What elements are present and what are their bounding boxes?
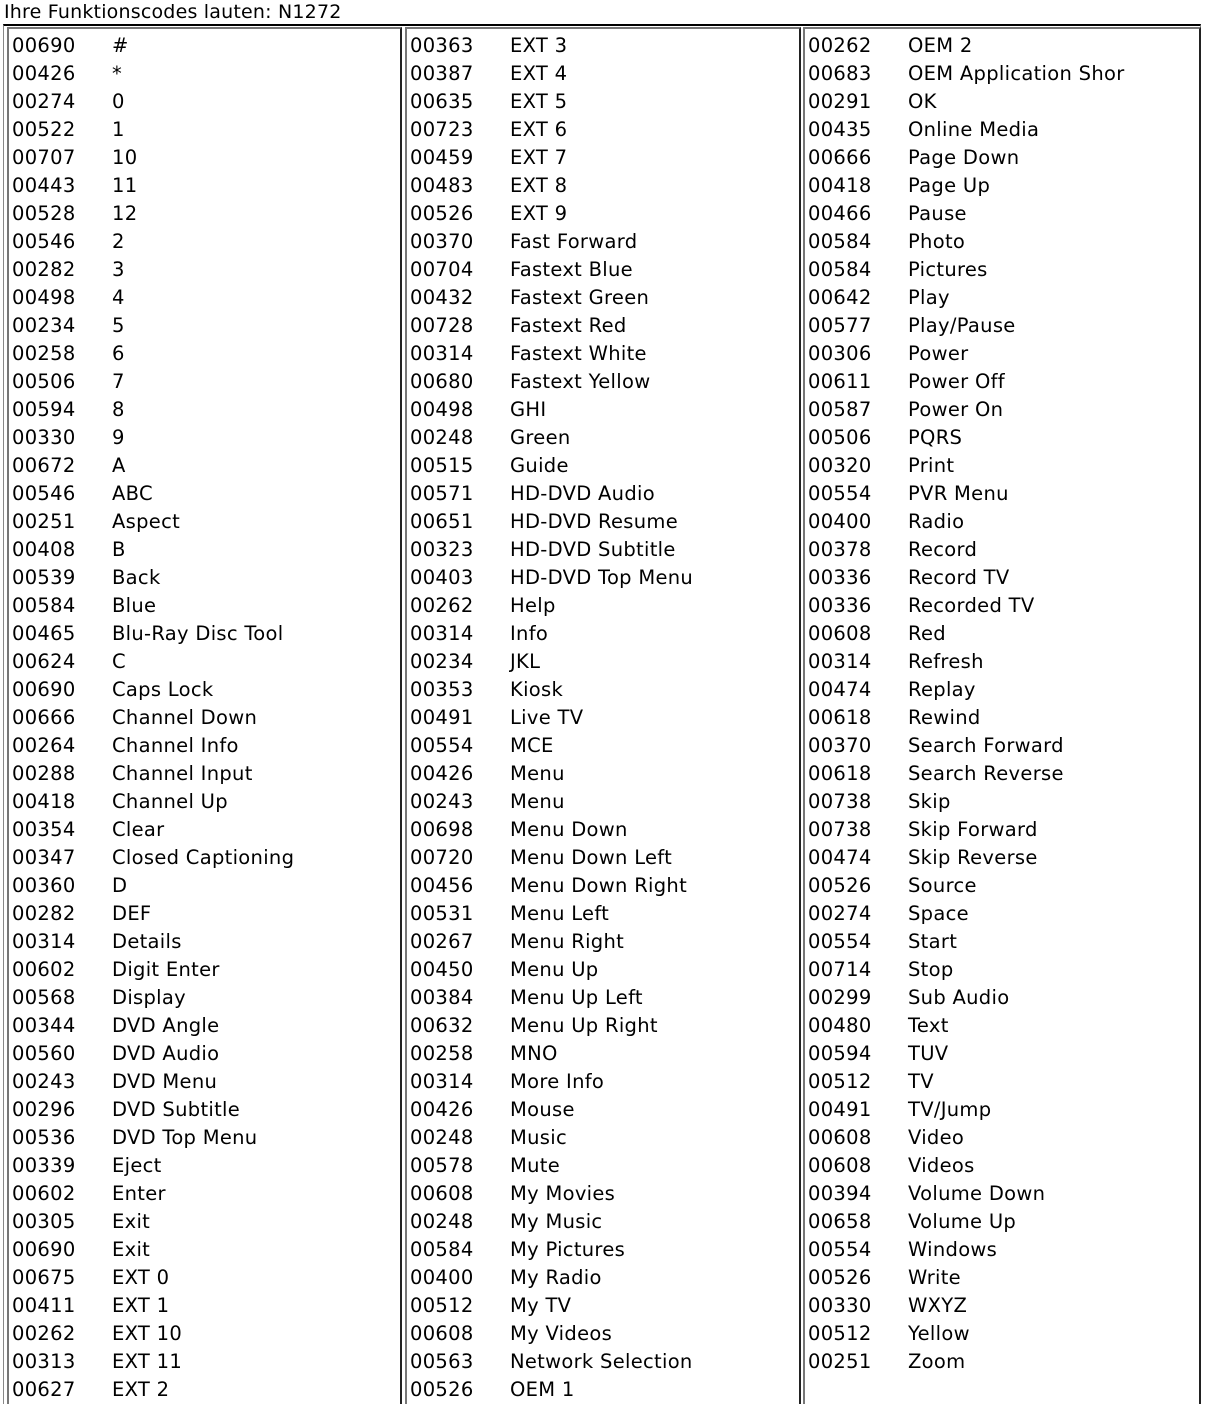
function-code: 00522 (12, 118, 76, 141)
function-code: 00411 (12, 1294, 76, 1317)
function-name: Menu Down Left (510, 846, 673, 869)
function-name: 9 (112, 426, 125, 449)
function-code: 00714 (808, 958, 872, 981)
function-name: Rewind (908, 706, 981, 729)
function-code: 00506 (808, 426, 872, 449)
function-code: 00563 (410, 1350, 474, 1373)
function-name: 4 (112, 286, 125, 309)
function-code: 00560 (12, 1042, 76, 1065)
function-name: PQRS (908, 426, 963, 449)
function-name: Skip Forward (908, 818, 1038, 841)
function-name: Record (908, 538, 978, 561)
function-code: 00635 (410, 90, 474, 113)
function-code: 00587 (808, 398, 872, 421)
function-code: 00258 (12, 342, 76, 365)
function-name: A (112, 454, 126, 477)
function-name: 11 (112, 174, 138, 197)
function-name: 2 (112, 230, 125, 253)
function-name: Channel Down (112, 706, 258, 729)
function-code: 00491 (410, 706, 474, 729)
function-name: Fastext White (510, 342, 647, 365)
function-code: 00370 (808, 734, 872, 757)
function-code: 00323 (410, 538, 474, 561)
function-code: 00426 (410, 1098, 474, 1121)
function-name: OEM 1 (510, 1378, 575, 1401)
function-code: 00344 (12, 1014, 76, 1037)
function-name: Menu Down (510, 818, 628, 841)
function-name: Power (908, 342, 969, 365)
function-name: My Radio (510, 1266, 602, 1289)
function-code: 00690 (12, 34, 76, 57)
function-name: TV (908, 1070, 934, 1093)
function-code: 00698 (410, 818, 474, 841)
function-name: Menu (510, 762, 565, 785)
function-name: Channel Up (112, 790, 228, 813)
function-name: OEM Application Shor (908, 62, 1125, 85)
function-code: 00384 (410, 986, 474, 1009)
function-code: 00234 (410, 650, 474, 673)
function-code: 00536 (12, 1126, 76, 1149)
function-code: 00262 (410, 594, 474, 617)
function-code: 00707 (12, 146, 76, 169)
function-code: 00539 (12, 566, 76, 589)
function-name: MNO (510, 1042, 558, 1065)
function-code: 00554 (808, 482, 872, 505)
function-code: 00288 (12, 762, 76, 785)
function-code: 00313 (12, 1350, 76, 1373)
function-code: 00571 (410, 482, 474, 505)
function-code: 00577 (808, 314, 872, 337)
function-code: 00248 (410, 1210, 474, 1233)
function-name: Play/Pause (908, 314, 1016, 337)
function-name: Channel Info (112, 734, 239, 757)
function-name: Recorded TV (908, 594, 1035, 617)
function-code: 00554 (808, 930, 872, 953)
function-name: 10 (112, 146, 138, 169)
function-code: 00418 (808, 174, 872, 197)
function-name: 12 (112, 202, 138, 225)
function-code: 00291 (808, 90, 872, 113)
function-name: Help (510, 594, 556, 617)
function-name: Channel Input (112, 762, 253, 785)
function-code: 00554 (410, 734, 474, 757)
function-code: 00258 (410, 1042, 474, 1065)
function-name: OEM 2 (908, 34, 973, 57)
function-code: 00512 (410, 1294, 474, 1317)
function-name: DVD Menu (112, 1070, 218, 1093)
function-name: Blu-Ray Disc Tool (112, 622, 284, 645)
function-name: Caps Lock (112, 678, 214, 701)
function-name: TV/Jump (908, 1098, 992, 1121)
function-code: 00618 (808, 762, 872, 785)
function-name: EXT 3 (510, 34, 568, 57)
function-name: C (112, 650, 126, 673)
function-name: B (112, 538, 126, 561)
function-code: 00264 (12, 734, 76, 757)
function-name: # (112, 34, 129, 57)
function-name: My Videos (510, 1322, 613, 1345)
function-code: 00251 (12, 510, 76, 533)
function-code: 00282 (12, 258, 76, 281)
function-code: 00531 (410, 902, 474, 925)
function-name: Zoom (908, 1350, 966, 1373)
function-name: Play (908, 286, 950, 309)
function-name: EXT 6 (510, 118, 568, 141)
function-name: Video (908, 1126, 965, 1149)
code-column-1 (7, 27, 402, 1404)
function-code: 00624 (12, 650, 76, 673)
function-name: Menu Left (510, 902, 610, 925)
function-code: 00675 (12, 1266, 76, 1289)
function-code: 00353 (410, 678, 474, 701)
function-name: DVD Angle (112, 1014, 220, 1037)
function-name: Sub Audio (908, 986, 1010, 1009)
function-name: Aspect (112, 510, 181, 533)
function-code: 00672 (12, 454, 76, 477)
function-code: 00568 (12, 986, 76, 1009)
function-code: 00248 (410, 426, 474, 449)
function-code: 00330 (12, 426, 76, 449)
function-code: 00363 (410, 34, 474, 57)
function-name: Volume Down (908, 1182, 1046, 1205)
function-name: Blue (112, 594, 157, 617)
function-name: Closed Captioning (112, 846, 295, 869)
function-code: 00506 (12, 370, 76, 393)
function-code: 00602 (12, 1182, 76, 1205)
function-name: Info (510, 622, 549, 645)
function-code: 00305 (12, 1210, 76, 1233)
function-code: 00403 (410, 566, 474, 589)
function-code: 00526 (410, 1378, 474, 1401)
function-code: 00339 (12, 1154, 76, 1177)
function-code: 00320 (808, 454, 872, 477)
function-code: 00408 (12, 538, 76, 561)
function-name: HD-DVD Resume (510, 510, 679, 533)
function-code: 00400 (410, 1266, 474, 1289)
function-name: Skip (908, 790, 951, 813)
function-name: EXT 8 (510, 174, 568, 197)
function-name: 5 (112, 314, 125, 337)
function-name: My Music (510, 1210, 603, 1233)
function-name: Kiosk (510, 678, 564, 701)
function-code: 00498 (12, 286, 76, 309)
function-name: HD-DVD Subtitle (510, 538, 676, 561)
function-code: 00546 (12, 230, 76, 253)
function-code: 00314 (12, 930, 76, 953)
function-code: 00347 (12, 846, 76, 869)
function-code: 00526 (808, 874, 872, 897)
function-name: Skip Reverse (908, 846, 1038, 869)
function-code: 00602 (12, 958, 76, 981)
function-name: EXT 11 (112, 1350, 183, 1373)
function-name: My Movies (510, 1182, 616, 1205)
function-name: Pause (908, 202, 967, 225)
function-name: Source (908, 874, 977, 897)
function-name: Replay (908, 678, 976, 701)
function-name: Mouse (510, 1098, 575, 1121)
function-name: Start (908, 930, 958, 953)
function-name: PVR Menu (908, 482, 1009, 505)
function-code: 00443 (12, 174, 76, 197)
page-title: Ihre Funktionscodes lauten: N1272 (4, 1, 342, 23)
function-name: My Pictures (510, 1238, 626, 1261)
function-code: 00314 (808, 650, 872, 673)
function-code: 00608 (410, 1182, 474, 1205)
function-code: 00387 (410, 62, 474, 85)
function-code: 00435 (808, 118, 872, 141)
function-name: ABC (112, 482, 153, 505)
function-name: Pictures (908, 258, 988, 281)
function-name: Digit Enter (112, 958, 220, 981)
function-name: GHI (510, 398, 547, 421)
function-code: 00456 (410, 874, 474, 897)
function-name: Exit (112, 1238, 151, 1261)
function-code: 00608 (808, 1126, 872, 1149)
function-code: 00738 (808, 818, 872, 841)
function-name: EXT 0 (112, 1266, 170, 1289)
function-code: 00690 (12, 1238, 76, 1261)
function-code: 00296 (12, 1098, 76, 1121)
function-code: 00608 (808, 622, 872, 645)
code-column-2 (405, 27, 801, 1404)
function-code: 00330 (808, 1294, 872, 1317)
function-name: EXT 10 (112, 1322, 183, 1345)
function-code: 00723 (410, 118, 474, 141)
function-name: Videos (908, 1154, 975, 1177)
function-code: 00642 (808, 286, 872, 309)
function-code: 00680 (410, 370, 474, 393)
function-name: Radio (908, 510, 965, 533)
function-code: 00491 (808, 1098, 872, 1121)
function-name: Volume Up (908, 1210, 1017, 1233)
function-name: More Info (510, 1070, 605, 1093)
function-name: Fastext Yellow (510, 370, 651, 393)
function-code: 00546 (12, 482, 76, 505)
function-code: 00512 (808, 1070, 872, 1093)
function-code: 00651 (410, 510, 474, 533)
function-code: 00528 (12, 202, 76, 225)
function-name: WXYZ (908, 1294, 968, 1317)
function-code: 00336 (808, 594, 872, 617)
function-name: Exit (112, 1210, 151, 1233)
function-name: DVD Audio (112, 1042, 220, 1065)
function-name: Write (908, 1266, 961, 1289)
function-name: Stop (908, 958, 954, 981)
function-name: My TV (510, 1294, 572, 1317)
function-code: 00584 (808, 258, 872, 281)
function-code: 00512 (808, 1322, 872, 1345)
function-name: Text (908, 1014, 949, 1037)
function-code: 00498 (410, 398, 474, 421)
function-name: OK (908, 90, 937, 113)
function-name: 6 (112, 342, 125, 365)
function-code: 00515 (410, 454, 474, 477)
code-column-3 (803, 27, 1201, 1404)
function-code: 00611 (808, 370, 872, 393)
function-name: Power On (908, 398, 1004, 421)
function-code: 00666 (12, 706, 76, 729)
function-name: Power Off (908, 370, 1005, 393)
function-name: 8 (112, 398, 125, 421)
function-name: Green (510, 426, 571, 449)
function-name: 3 (112, 258, 125, 281)
function-code: 00400 (808, 510, 872, 533)
function-code: 00432 (410, 286, 474, 309)
function-code: 00690 (12, 678, 76, 701)
function-name: Page Down (908, 146, 1020, 169)
function-name: Guide (510, 454, 569, 477)
function-name: Details (112, 930, 182, 953)
function-name: EXT 1 (112, 1294, 170, 1317)
function-name: MCE (510, 734, 554, 757)
function-code: 00370 (410, 230, 474, 253)
function-name: Photo (908, 230, 966, 253)
function-name: DEF (112, 902, 152, 925)
function-name: EXT 2 (112, 1378, 170, 1401)
function-code: 00336 (808, 566, 872, 589)
function-code: 00584 (808, 230, 872, 253)
function-code: 00474 (808, 678, 872, 701)
function-code: 00584 (410, 1238, 474, 1261)
function-name: EXT 4 (510, 62, 568, 85)
function-code: 00658 (808, 1210, 872, 1233)
function-code: 00704 (410, 258, 474, 281)
function-name: Search Reverse (908, 762, 1064, 785)
function-code: 00243 (12, 1070, 76, 1093)
function-code: 00251 (808, 1350, 872, 1373)
function-code: 00632 (410, 1014, 474, 1037)
function-name: Refresh (908, 650, 984, 673)
function-code: 00526 (808, 1266, 872, 1289)
function-code: 00474 (808, 846, 872, 869)
function-name: Fastext Green (510, 286, 650, 309)
function-code: 00314 (410, 622, 474, 645)
function-name: Back (112, 566, 161, 589)
function-code: 00554 (808, 1238, 872, 1261)
function-code: 00720 (410, 846, 474, 869)
function-code: 00578 (410, 1154, 474, 1177)
function-name: Live TV (510, 706, 584, 729)
function-name: TUV (908, 1042, 949, 1065)
function-code: 00480 (808, 1014, 872, 1037)
function-code: 00354 (12, 818, 76, 841)
function-code: 00608 (808, 1154, 872, 1177)
function-name: EXT 5 (510, 90, 568, 113)
function-code: 00243 (410, 790, 474, 813)
function-name: 0 (112, 90, 125, 113)
function-code: 00526 (410, 202, 474, 225)
function-code: 00267 (410, 930, 474, 953)
function-name: EXT 7 (510, 146, 568, 169)
function-name: 7 (112, 370, 125, 393)
function-name: Menu Right (510, 930, 625, 953)
function-name: Record TV (908, 566, 1010, 589)
function-code: 00618 (808, 706, 872, 729)
function-name: Display (112, 986, 186, 1009)
function-name: Music (510, 1126, 567, 1149)
function-code: 00314 (410, 1070, 474, 1093)
function-name: Clear (112, 818, 165, 841)
function-name: JKL (510, 650, 541, 673)
function-name: Network Selection (510, 1350, 693, 1373)
function-code: 00299 (808, 986, 872, 1009)
function-code: 00459 (410, 146, 474, 169)
function-code: 00483 (410, 174, 474, 197)
function-name: Menu Up (510, 958, 599, 981)
function-code: 00282 (12, 902, 76, 925)
function-name: Search Forward (908, 734, 1064, 757)
function-code: 00584 (12, 594, 76, 617)
function-code: 00262 (808, 34, 872, 57)
function-name: Print (908, 454, 955, 477)
function-code: 00360 (12, 874, 76, 897)
function-name: HD-DVD Audio (510, 482, 655, 505)
function-code: 00594 (808, 1042, 872, 1065)
function-name: Fast Forward (510, 230, 638, 253)
function-code: 00314 (410, 342, 474, 365)
function-code: 00738 (808, 790, 872, 813)
function-name: Enter (112, 1182, 166, 1205)
function-code: 00418 (12, 790, 76, 813)
function-code: 00274 (808, 902, 872, 925)
function-name: Red (908, 622, 946, 645)
function-name: EXT 9 (510, 202, 568, 225)
function-name: Online Media (908, 118, 1040, 141)
function-name: * (112, 62, 123, 85)
function-code: 00683 (808, 62, 872, 85)
function-name: Menu Up Left (510, 986, 643, 1009)
function-name: D (112, 874, 128, 897)
function-code: 00248 (410, 1126, 474, 1149)
function-name: Page Up (908, 174, 991, 197)
function-code: 00234 (12, 314, 76, 337)
function-code: 00465 (12, 622, 76, 645)
function-name: Yellow (908, 1322, 970, 1345)
function-code: 00728 (410, 314, 474, 337)
function-code: 00378 (808, 538, 872, 561)
function-name: DVD Top Menu (112, 1126, 258, 1149)
function-code: 00608 (410, 1322, 474, 1345)
function-code: 00627 (12, 1378, 76, 1401)
function-code: 00426 (410, 762, 474, 785)
function-code: 00594 (12, 398, 76, 421)
function-code: 00426 (12, 62, 76, 85)
function-name: Fastext Red (510, 314, 627, 337)
function-name: 1 (112, 118, 125, 141)
function-code: 00394 (808, 1182, 872, 1205)
function-code: 00274 (12, 90, 76, 113)
function-name: Space (908, 902, 969, 925)
function-name: Menu (510, 790, 565, 813)
function-name: DVD Subtitle (112, 1098, 241, 1121)
function-name: Menu Down Right (510, 874, 688, 897)
function-name: Fastext Blue (510, 258, 633, 281)
function-code: 00306 (808, 342, 872, 365)
function-code: 00262 (12, 1322, 76, 1345)
function-code: 00450 (410, 958, 474, 981)
function-name: Eject (112, 1154, 162, 1177)
function-name: Windows (908, 1238, 998, 1261)
function-name: Menu Up Right (510, 1014, 658, 1037)
function-code: 00666 (808, 146, 872, 169)
function-name: Mute (510, 1154, 561, 1177)
function-code: 00466 (808, 202, 872, 225)
function-name: HD-DVD Top Menu (510, 566, 694, 589)
